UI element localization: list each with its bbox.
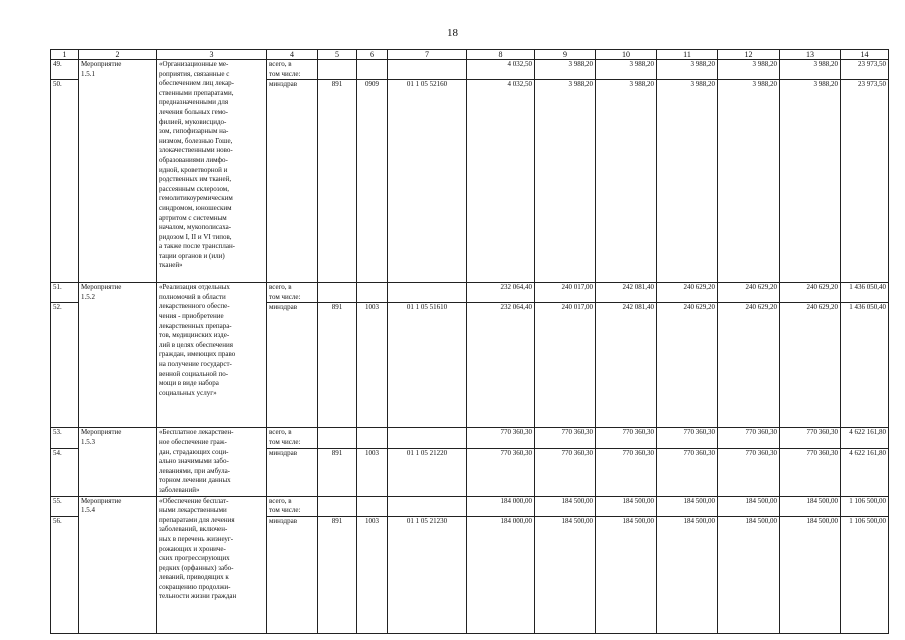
section-code	[357, 496, 388, 516]
row-number: 56.	[51, 516, 79, 633]
amount-cell: 770 360,30	[467, 428, 535, 448]
section-code: 0909	[357, 80, 388, 283]
amount-cell: 4 032,50	[467, 80, 535, 283]
ministry-code	[318, 60, 357, 80]
amount-cell: 3 988,20	[596, 80, 657, 283]
amount-cell: 1 106 500,00	[841, 496, 889, 516]
amount-cell: 242 081,40	[596, 283, 657, 303]
row-number: 55.	[51, 496, 79, 516]
target-article-code: 01 1 05 21230	[388, 516, 467, 633]
section-code: 1003	[357, 516, 388, 633]
amount-cell: 770 360,30	[535, 448, 596, 496]
amount-cell: 184 500,00	[657, 516, 718, 633]
amount-cell: 770 360,30	[467, 448, 535, 496]
amount-cell: 240 629,20	[780, 303, 841, 428]
amount-cell: 770 360,30	[780, 428, 841, 448]
amount-cell: 770 360,30	[718, 448, 780, 496]
amount-cell: 3 988,20	[657, 60, 718, 80]
amount-cell: 770 360,30	[780, 448, 841, 496]
header-cell: 4	[267, 50, 318, 60]
amount-cell: 240 629,20	[657, 303, 718, 428]
header-cell: 14	[841, 50, 889, 60]
amount-cell: 23 973,50	[841, 80, 889, 283]
target-article-code: 01 1 05 51610	[388, 303, 467, 428]
amount-cell: 242 081,40	[596, 303, 657, 428]
amount-cell: 184 500,00	[596, 496, 657, 516]
section-code: 1003	[357, 448, 388, 496]
table-header	[51, 50, 889, 60]
amount-cell: 240 017,00	[535, 303, 596, 428]
amount-cell: 240 629,20	[657, 283, 718, 303]
amount-cell: 3 988,20	[780, 80, 841, 283]
amount-cell: 3 988,20	[657, 80, 718, 283]
funding-source: всего, в том числе:	[267, 283, 318, 303]
funding-source: минздрав	[267, 448, 318, 496]
amount-cell: 240 017,00	[535, 283, 596, 303]
header-cell: 12	[718, 50, 780, 60]
amount-cell: 4 622 161,80	[841, 428, 889, 448]
target-article-code: 01 1 05 52160	[388, 80, 467, 283]
header-cell: 10	[596, 50, 657, 60]
amount-cell: 1 436 050,40	[841, 283, 889, 303]
measure-description: «Организационные ме- роприятия, связанные с обеспечением лиц лекар- ственными препаратами, предназначенными для лечения больных гемо- филией, муковисцидо- зом, гипофизарным на- низмом, болезнью Гоше, злокачественными ново- образованиями лимфо- идной, кроветворной и родственных им тканей, рассеянным склерозом, гемолитикоуремическим синдромом, юношеским артритом с системным началом, мукополисаха- ридозом I, II и VI типов, а также после трансплан- тации органов и (или) тканей»	[157, 60, 267, 283]
budget-table	[50, 49, 889, 634]
header-cell: 9	[535, 50, 596, 60]
header-row	[51, 50, 889, 60]
target-article-code	[388, 283, 467, 303]
target-article-code	[388, 428, 467, 448]
ministry-code	[318, 283, 357, 303]
funding-source: всего, в том числе:	[267, 428, 318, 448]
funding-source: минздрав	[267, 516, 318, 633]
section-code: 1003	[357, 303, 388, 428]
amount-cell: 3 988,20	[718, 80, 780, 283]
row-number: 54.	[51, 448, 79, 496]
header-cell: 13	[780, 50, 841, 60]
amount-cell: 232 064,40	[467, 283, 535, 303]
amount-cell: 240 629,20	[780, 283, 841, 303]
target-article-code: 01 1 05 21220	[388, 448, 467, 496]
header-cell: 7	[388, 50, 467, 60]
table-row	[51, 496, 889, 516]
amount-cell: 3 988,20	[596, 60, 657, 80]
header-cell: 2	[79, 50, 157, 60]
amount-cell: 3 988,20	[780, 60, 841, 80]
amount-cell: 3 988,20	[718, 60, 780, 80]
amount-cell: 770 360,30	[535, 428, 596, 448]
amount-cell: 184 500,00	[535, 516, 596, 633]
amount-cell: 770 360,30	[657, 428, 718, 448]
funding-source: минздрав	[267, 303, 318, 428]
amount-cell: 184 500,00	[780, 496, 841, 516]
measure-description: «Обеспечение бесплат- ными лекарственными препаратами для лечения заболеваний, включен- ных в перечень жизнеуг- рожающих и хрониче- ских прогрессирующих редких (орфанных) забо- леваний, приводящих к сокращению продолжи- тельности жизни граждан	[157, 496, 267, 633]
section-code	[357, 60, 388, 80]
header-cell: 6	[357, 50, 388, 60]
ministry-code	[318, 496, 357, 516]
row-number: 49.	[51, 60, 79, 80]
table-row	[51, 283, 889, 303]
row-number: 50.	[51, 80, 79, 283]
header-cell: 5	[318, 50, 357, 60]
header-cell: 1	[51, 50, 79, 60]
measure-description: «Бесплатное лекарствен- ное обеспечение граж- дан, страдающих соци- ально значимыми забо- леваниями, при амбула- торном лечении данных заболеваний»	[157, 428, 267, 496]
table-row	[51, 60, 889, 80]
amount-cell: 4 622 161,80	[841, 448, 889, 496]
amount-cell: 184 500,00	[657, 496, 718, 516]
amount-cell: 184 500,00	[718, 496, 780, 516]
header-cell: 11	[657, 50, 718, 60]
table-row	[51, 428, 889, 448]
amount-cell: 4 032,50	[467, 60, 535, 80]
ministry-code: 891	[318, 303, 357, 428]
row-number: 53.	[51, 428, 79, 448]
table-body	[51, 60, 889, 634]
amount-cell: 770 360,30	[657, 448, 718, 496]
amount-cell: 3 988,20	[535, 80, 596, 283]
ministry-code: 891	[318, 80, 357, 283]
measure-name: Мероприятие 1.5.1	[79, 60, 157, 283]
amount-cell: 184 500,00	[718, 516, 780, 633]
amount-cell: 770 360,30	[718, 428, 780, 448]
funding-source: всего, в том числе:	[267, 60, 318, 80]
ministry-code: 891	[318, 448, 357, 496]
amount-cell: 184 000,00	[467, 496, 535, 516]
funding-source: минздрав	[267, 80, 318, 283]
row-number: 52.	[51, 303, 79, 428]
amount-cell: 770 360,30	[596, 428, 657, 448]
header-cell: 8	[467, 50, 535, 60]
section-code	[357, 283, 388, 303]
section-code	[357, 428, 388, 448]
amount-cell: 184 500,00	[596, 516, 657, 633]
amount-cell: 23 973,50	[841, 60, 889, 80]
page-number: 18	[447, 27, 458, 39]
amount-cell: 1 106 500,00	[841, 516, 889, 633]
amount-cell: 240 629,20	[718, 283, 780, 303]
amount-cell: 770 360,30	[596, 448, 657, 496]
amount-cell: 184 000,00	[467, 516, 535, 633]
funding-source: всего, в том числе:	[267, 496, 318, 516]
measure-name: Мероприятие 1.5.2	[79, 283, 157, 428]
amount-cell: 3 988,20	[535, 60, 596, 80]
amount-cell: 184 500,00	[535, 496, 596, 516]
header-cell: 3	[157, 50, 267, 60]
amount-cell: 1 436 050,40	[841, 303, 889, 428]
measure-description: «Реализация отдельных полномочий в области лекарственного обеспе- чения - приобретение лекарственных препара- тов, медицинских изде- лий в целях обеспечения граждан, имеющих право на получение государст- венной социальной по- мощи в виде набора социальных услуг»	[157, 283, 267, 428]
target-article-code	[388, 496, 467, 516]
amount-cell: 232 064,40	[467, 303, 535, 428]
ministry-code: 891	[318, 516, 357, 633]
target-article-code	[388, 60, 467, 80]
amount-cell: 184 500,00	[780, 516, 841, 633]
ministry-code	[318, 428, 357, 448]
row-number: 51.	[51, 283, 79, 303]
measure-name: Мероприятие 1.5.4	[79, 496, 157, 633]
amount-cell: 240 629,20	[718, 303, 780, 428]
measure-name: Мероприятие 1.5.3	[79, 428, 157, 496]
